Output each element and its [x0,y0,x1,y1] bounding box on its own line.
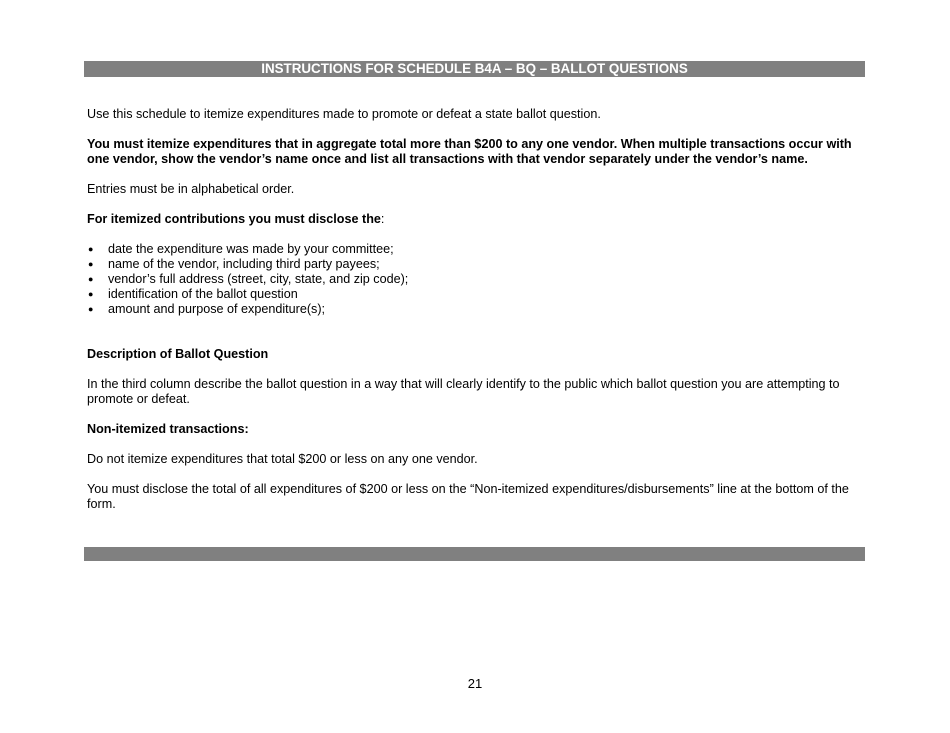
header-title-bar [84,61,865,77]
list-item-text: amount and purpose of expenditure(s); [108,302,326,316]
disclose-heading-colon: : [380,212,385,226]
list-item [87,257,865,272]
bullet-icon: ● [88,244,94,254]
list-item-text: name of the vendor, including third party payees; [108,257,380,271]
bullet-icon: ● [88,274,94,284]
page-number: 21 [467,676,483,691]
page-title: INSTRUCTIONS FOR SCHEDULE B4A – BQ – BALLOT QUESTIONS [261,61,688,76]
intro-paragraph: Use this schedule to itemize expenditures made to promote or defeat a state ballot question. [87,107,601,121]
alphabetical-paragraph: Entries must be in alphabetical order. [87,182,295,196]
disclose-heading [87,212,865,227]
disclose-list [87,242,865,317]
disclose-heading-text: For itemized contributions you must disclose the [87,212,381,226]
non-itemized-paragraph-1: Do not itemize expenditures that total $200 or less on any one vendor. [87,452,478,466]
non-itemized-paragraph-2: You must disclose the total of all expenditures of $200 or less on the “Non-itemized expenditures/disbursements” line at the bottom of the form. [87,482,849,511]
bullet-icon: ● [88,259,94,269]
list-item [87,302,865,317]
list-item [87,272,865,287]
must-itemize-paragraph: You must itemize expenditures that in aggregate total more than $200 to any one vendor. When multiple transactions occur with one vendor, show the vendor’s name once and list all transactions with that vendor separately under the vendor’s name. [87,137,852,166]
description-paragraph: In the third column describe the ballot question in a way that will clearly identify to the public which ballot question you are attempting to promote or defeat. [87,377,840,406]
non-itemized-heading: Non-itemized transactions: [87,422,249,436]
description-heading: Description of Ballot Question [87,347,269,361]
bullet-icon: ● [88,289,94,299]
list-item-text: date the expenditure was made by your committee; [108,242,394,256]
footer-divider-bar [84,547,865,561]
instructions-body [87,107,865,512]
bullet-icon: ● [88,304,94,314]
list-item [87,287,865,302]
list-item-text: identification of the ballot question [108,287,298,301]
list-item-text: vendor’s full address (street, city, state, and zip code); [108,272,409,286]
list-item [87,242,865,257]
